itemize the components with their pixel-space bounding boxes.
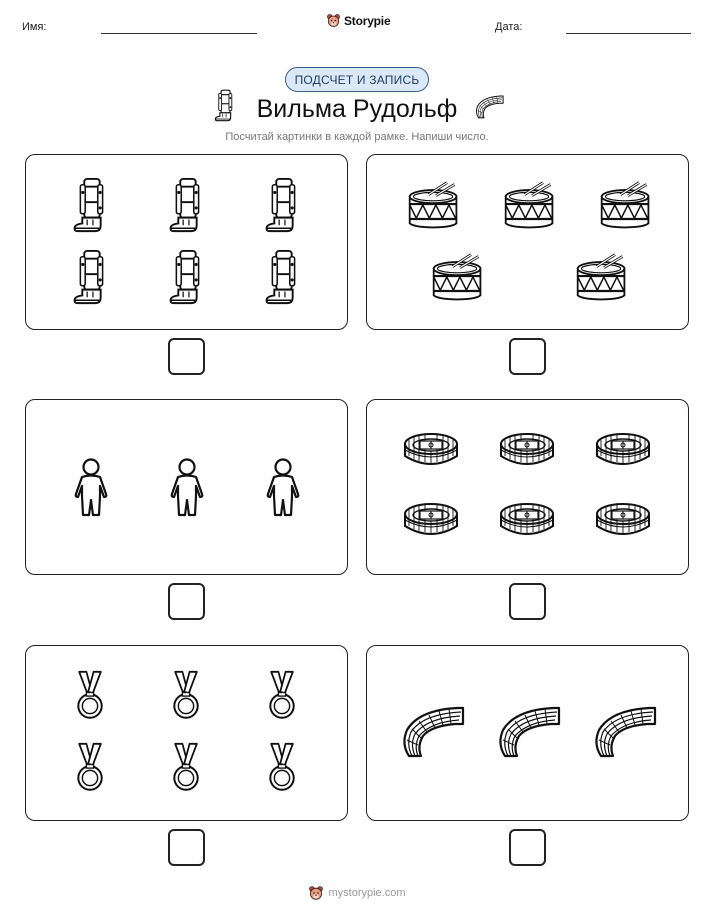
person-icon — [71, 458, 111, 518]
drum-icon — [598, 181, 654, 229]
answer-box-4[interactable] — [509, 583, 546, 620]
drum-icon — [574, 253, 630, 301]
date-label: Дата: — [495, 21, 523, 33]
drum-icon — [430, 253, 486, 301]
running-track-icon — [399, 702, 465, 758]
answer-box-6[interactable] — [509, 829, 546, 866]
answer-box-3[interactable] — [168, 583, 205, 620]
bear-icon — [308, 885, 324, 901]
brand-name: Storypie — [344, 13, 391, 28]
stadium-icon — [499, 430, 555, 470]
medal-icon — [264, 742, 300, 796]
instruction-text: Посчитай картинки в каждой рамке. Напиши число. — [225, 131, 489, 143]
bear-icon — [326, 13, 341, 28]
leg-brace-icon — [263, 177, 303, 235]
count-frame-leg-braces — [25, 154, 348, 330]
name-field[interactable] — [101, 33, 257, 34]
medal-icon — [168, 742, 204, 796]
name-label: Имя: — [22, 21, 47, 33]
medal-icon — [264, 670, 300, 724]
answer-box-2[interactable] — [509, 338, 546, 375]
count-frame-persons — [25, 399, 348, 575]
medal-icon — [72, 670, 108, 724]
stadium-icon — [595, 430, 651, 470]
leg-brace-icon — [167, 249, 207, 307]
count-frame-medals — [25, 645, 348, 821]
leg-brace-icon — [71, 249, 111, 307]
person-icon — [263, 458, 303, 518]
count-frame-drums — [366, 154, 689, 330]
answer-box-5[interactable] — [168, 829, 205, 866]
drum-icon — [406, 181, 462, 229]
medal-icon — [168, 670, 204, 724]
footer-url: mystorypie.com — [328, 887, 406, 899]
worksheet-type-badge: ПОДСЧЕТ И ЗАПИСЬ — [285, 67, 429, 92]
leg-brace-icon — [71, 177, 111, 235]
page-title: Вильма Рудольф — [256, 95, 458, 123]
leg-brace-icon — [167, 177, 207, 235]
drum-icon — [502, 181, 558, 229]
date-field[interactable] — [566, 33, 691, 34]
stadium-icon — [403, 500, 459, 540]
stadium-icon — [403, 430, 459, 470]
brand-logo — [326, 13, 390, 28]
stadium-icon — [595, 500, 651, 540]
leg-brace-icon — [263, 249, 303, 307]
medal-icon — [72, 742, 108, 796]
count-frame-stadiums — [366, 399, 689, 575]
stadium-icon — [499, 500, 555, 540]
running-track-icon — [495, 702, 561, 758]
person-icon — [167, 458, 207, 518]
running-track-icon — [474, 92, 504, 120]
running-track-icon — [591, 702, 657, 758]
answer-box-1[interactable] — [168, 338, 205, 375]
footer — [0, 885, 714, 901]
count-frame-running-tracks — [366, 645, 689, 821]
